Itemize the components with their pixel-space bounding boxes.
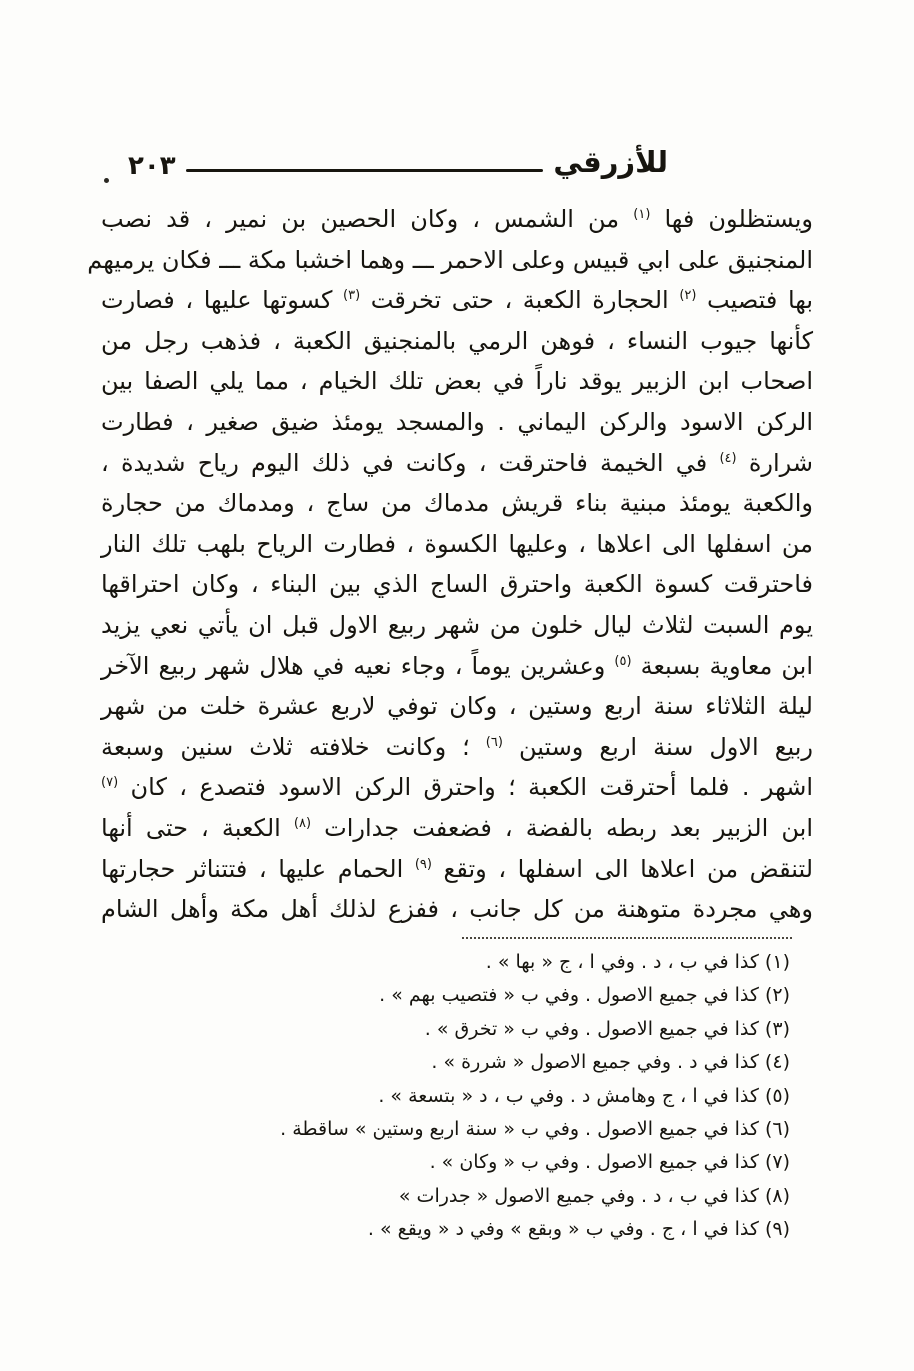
body-line: من اسفلها الى اعلاها ، وعليها الكسوة ، فطارت الرياح بلهب تلك النار — [101, 529, 813, 558]
footnote-ref: (٨) — [293, 815, 312, 831]
header-rule — [186, 169, 544, 172]
footnote-ref: (١) — [633, 207, 651, 222]
body-line: كأنها جيوب النساء ، فوهن الرمي بالمنجنيق الكعبة ، فذهب رجل من — [101, 326, 813, 355]
body-line: لتنقض من اعلاها الى اسفلها ، وتقع $^{(٩)}$ الحمام عليها ، فتتناثر حجارتها — [101, 854, 814, 883]
body-line: وهي مجردة متوهنة من كل جانب ، ففزع لذلك أهل مكة وأهل الشام — [101, 895, 813, 924]
footnote-line: (٦) كذا في جميع الاصول . وفي ب « سنة اربع وستين » ساقطة . — [280, 1117, 790, 1140]
scan-artifact-dot — [104, 178, 109, 183]
footnote-line: (٨) كذا في ب ، د . وفي جميع الاصول « جدرات » — [398, 1184, 790, 1207]
body-line: يوم السبت لثلاث ليال خلون من شهر ربيع الاول قبل ان يأتي نعي يزيد — [101, 610, 813, 639]
footnote-separator — [462, 937, 792, 939]
footnote-line: (٢) كذا في جميع الاصول . وفي ب « فتصيب بهم » . — [379, 984, 790, 1007]
body-line: ليلة الثلاثاء سنة اربع وستين ، وكان توفي لاربع عشرة خلت من شهر — [101, 692, 813, 721]
header-title: للأزرقي — [553, 144, 668, 179]
body-line: شرارة $^{(٤)}$ في الخيمة فاحترقت ، وكانت في ذلك اليوم رياح شديدة ، — [101, 448, 814, 477]
body-line: فاحترقت كسوة الكعبة واحترق الساج الذي بين البناء ، وكان احتراقها — [101, 570, 813, 599]
body-line: بها فتصيب $^{(٢)}$ الحجارة الكعبة ، حتى تخرقت $^{(٣)}$ كسوتها عليها ، فصارت — [101, 286, 814, 315]
footnote-ref: (٧) — [101, 775, 119, 791]
body-line: المنجنيق على ابي قبيس وعلى الاحمر ـــ وهما اخشبا مكة ـــ فكان يرميهم — [87, 245, 813, 274]
footnote-line: (٥) كذا في ا ، ج وهامش د . وفي ب ، د « بتسعة » . — [378, 1084, 790, 1107]
body-line: ابن الزبير بعد ربطه بالفضة ، فضعفت جدارات $^{(٨)}$ الكعبة ، حتى أنها — [101, 813, 813, 842]
footnote-ref: (٢) — [679, 288, 697, 304]
page-number: ٢٠٣ — [128, 151, 176, 181]
body-line: ربيع الاول سنة اربع وستين $^{(٦)}$ ؛ وكانت خلافته ثلاث سنين وسبعة — [101, 732, 813, 761]
footnote-line: (٣) كذا في جميع الاصول . وفي ب « تخرق » . — [424, 1017, 790, 1040]
body-line: اصحاب ابن الزبير يوقد ناراً في بعض تلك الخيام ، مما يلي الصفا بين — [101, 367, 813, 396]
footnote-ref: (٦) — [485, 734, 503, 750]
footnotes — [210, 946, 790, 1247]
footnote-line: (٧) كذا في جميع الاصول . وفي ب « وكان » . — [429, 1151, 790, 1174]
body-line: ابن معاوية بسبعة $^{(٥)}$ وعشرين يوماً ، وجاء نعيه في هلال شهر ربيع الآخر — [101, 651, 813, 680]
page-header — [128, 140, 668, 188]
footnote-ref: (٩) — [414, 856, 432, 872]
body-text — [87, 199, 814, 930]
body-line: اشهر . فلما أحترقت الكعبة ؛ واحترق الركن الاسود فتصدع ، كان $^{(٧)}$ — [101, 773, 813, 802]
footnote-line: (٤) كذا في د . وفي جميع الاصول « شررة » . — [431, 1051, 790, 1074]
body-line: الركن الاسود والركن اليماني . والمسجد يومئذ ضيق صغير ، فطارت — [101, 407, 813, 436]
body-line: ويستظلون فها $^{(١)}$ من الشمس ، وكان الحصين بن نمير ، قد نصب — [101, 205, 813, 233]
footnote-line: (٩) كذا في ا ، ج . وفي ب « وبقع » وفي د « ويقع » . — [367, 1218, 790, 1241]
footnote-ref: (٥) — [614, 653, 632, 669]
footnote-ref: (٤) — [719, 450, 737, 466]
footnote-line: (١) كذا في ب ، د . وفي ا ، ج « بها » . — [485, 951, 790, 973]
footnote-ref: (٣) — [343, 288, 361, 304]
body-line: والكعبة يومئذ مبنية بناء قريش مدماك من ساج ، ومدماك من حجارة — [101, 489, 813, 518]
